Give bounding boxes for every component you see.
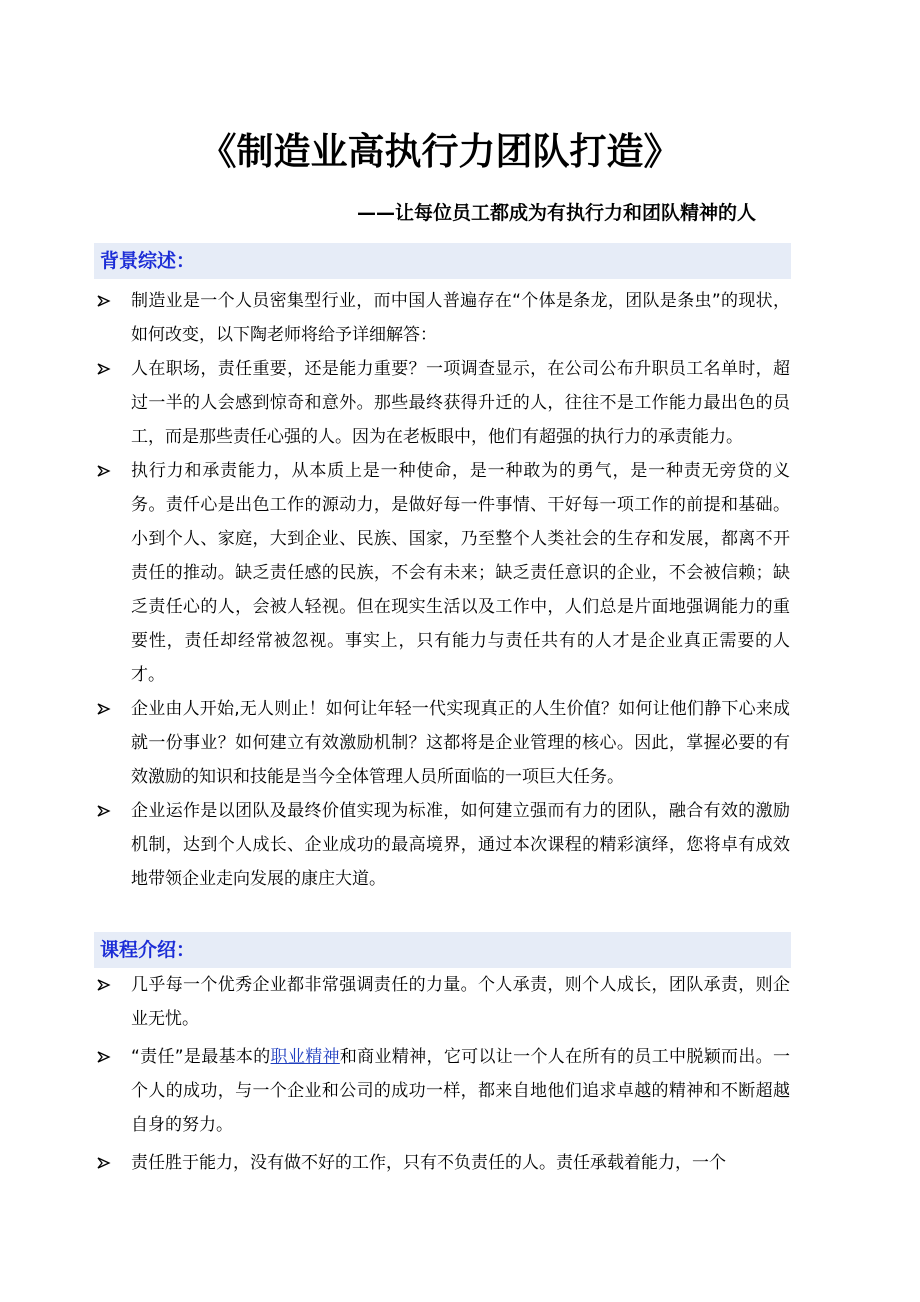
list-item-text: 责任胜于能力，没有做不好的工作，只有不负责任的人。责任承载着能力，一个 [131,1153,726,1173]
section-heading-background [94,932,791,968]
list-item [0,454,790,692]
professional-spirit-link[interactable]: 职业精神 [270,1047,340,1067]
arrow-bullet-icon [97,352,115,386]
arrow-bullet-icon [97,1040,115,1074]
list-item-text: “责任”是最基本的 [131,1047,271,1067]
list-item [0,968,790,1036]
document-title: 《制造业高执行力团队打造》 [199,130,681,173]
section-heading-text: 背景综述： [100,250,196,272]
list-item [0,352,790,454]
section-heading-background [94,243,791,279]
background-list [0,284,920,896]
arrow-bullet-icon [97,454,115,488]
arrow-bullet-icon [97,692,115,726]
list-item-text: 企业运作是以团队及最终价值实现为标准，如何建立强而有力的团队，融合有效的激励机制，达到个人成长、企业成功的最高境界，通过本次课程的精彩演绎，您将卓有成效地带领企业走向发展的康庄大道。 [131,801,790,889]
arrow-bullet-icon [97,794,115,828]
arrow-bullet-icon [97,1146,115,1180]
list-item [0,1146,790,1180]
list-item [0,284,790,352]
arrow-bullet-icon [97,968,115,1002]
arrow-bullet-icon [97,284,115,318]
list-item-text: 和商业精神，它可以让一个人在所有的员工中脱颖而出。一个人的成功，与一个企业和公司的成功一样，都来自地他们追求卓越的精神和不断超越自身的努力。 [131,1047,790,1135]
list-item-text: 制造业是一个人员密集型行业，而中国人普遍存在“个体是条龙，团队是条虫”的现状，如何改变，以下陶老师将给予详细解答： [131,291,790,345]
course-intro-list [0,968,920,1184]
list-item-text: 人在职场，责任重要，还是能力重要？一项调查显示，在公司公布升职员工名单时，超过一半的人会感到惊奇和意外。那些最终获得升迁的人，往往不是工作能力最出色的员工，而是那些责任心强的人。因为在老板眼中，他们有超强的执行力的承责能力。 [131,359,790,447]
document-subtitle: ——让每位员工都成为有执行力和团队精神的人 [356,202,756,224]
list-item-text: 执行力和承责能力，从本质上是一种使命，是一种敢为的勇气，是一种责无旁贷的义务。责仟心是出色工作的源动力，是做好每一件事情、干好每一项工作的前提和基础。小到个人、家庭，大到企业、民族、国家，乃至整个人类社会的生存和发展，都离不开责任的推动。缺乏责任感的民族，不会有未来；缺乏责任意识的企业，不会被信赖；缺乏责任心的人，会被人轻视。但在现实生活以及工作中，人们总是片面地强调能力的重要性，责任却经常被忽视。事实上，只有能力与责任共有的人才是企业真正需要的人才。 [131,461,790,685]
list-item [0,794,790,896]
list-item-text: 几乎每一个优秀企业都非常强调责任的力量。个人承责，则个人成长，团队承责，则企业无忧。 [131,975,790,1029]
list-item [0,692,790,794]
list-item [0,1040,790,1142]
section-heading-text: 课程介绍： [100,939,196,961]
list-item-text: 企业由人开始,无人则止！如何让年轻一代实现真正的人生价值？如何让他们静下心来成就一份事业？如何建立有效激励机制？这都将是企业管理的核心。因此，掌握必要的有效激励的知识和技能是当今全体管理人员所面临的一项巨大任务。 [131,699,790,787]
